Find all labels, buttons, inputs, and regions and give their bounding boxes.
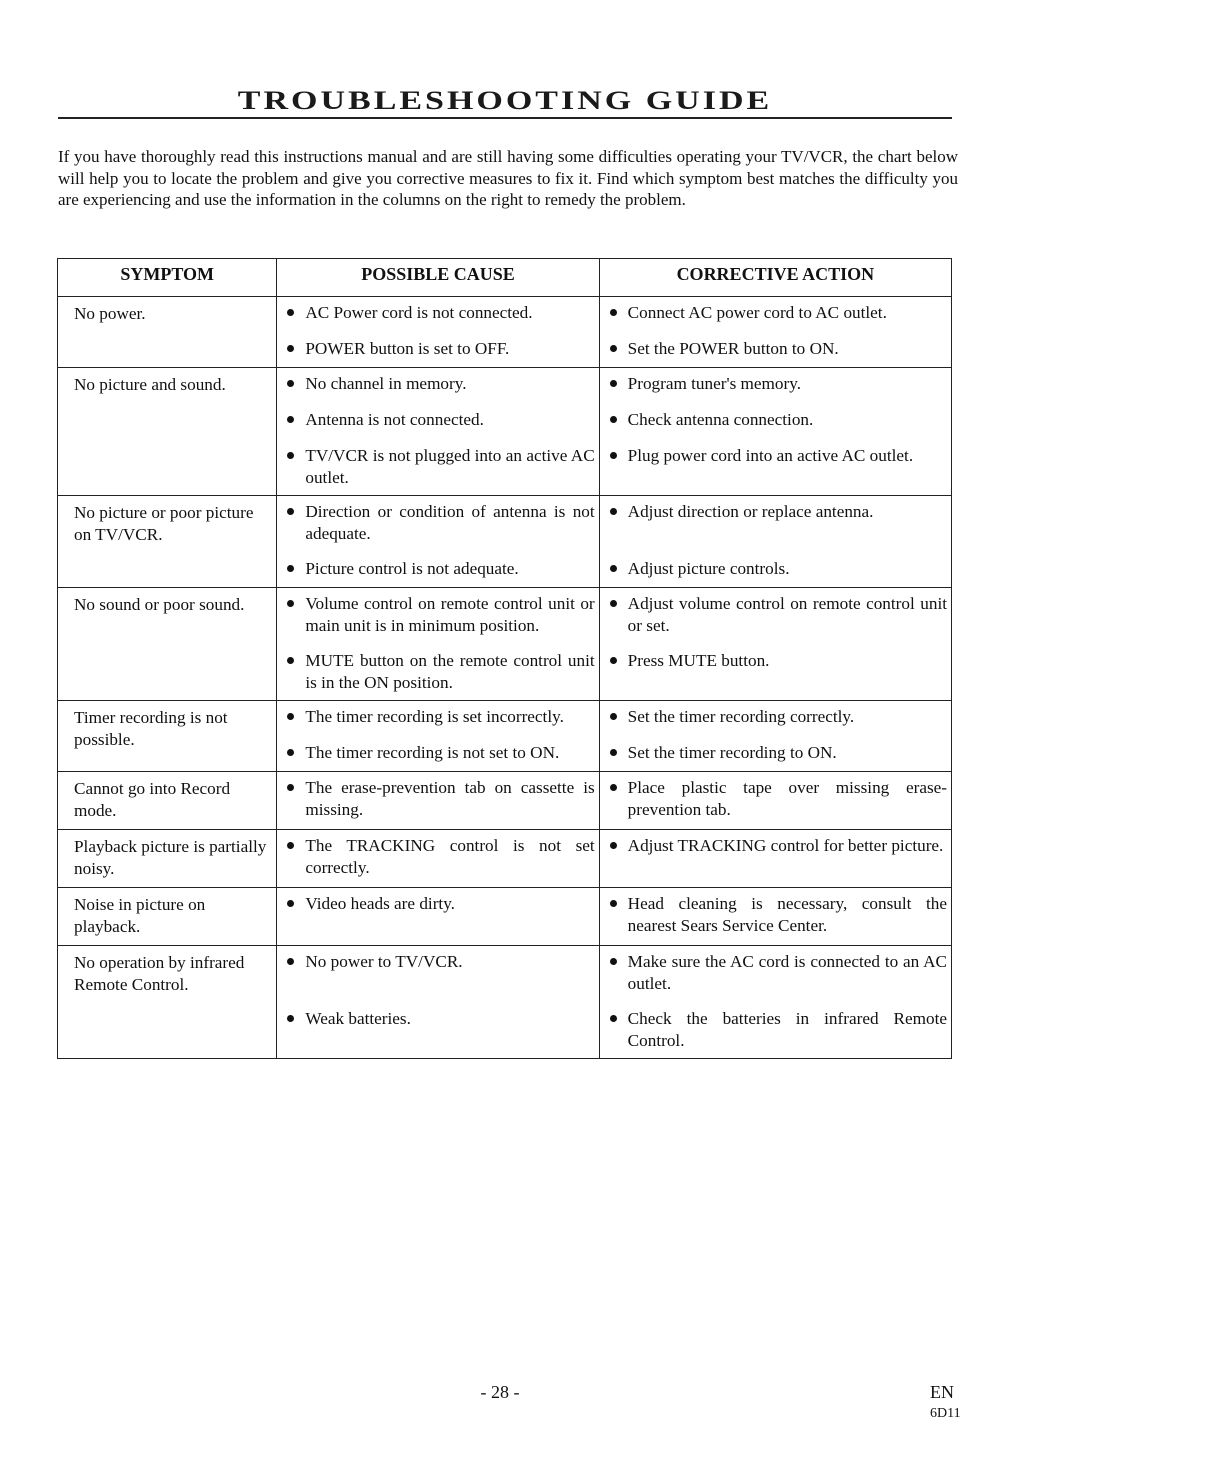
symptom-cell: Noise in picture on playback. [58,888,277,946]
action-item [606,951,947,994]
corrective-action-cell [599,701,951,772]
action-item [606,1008,947,1051]
bullet-icon [287,784,294,791]
bullet-icon [610,452,617,459]
header-corrective-action: CORRECTIVE ACTION [599,259,951,297]
intro-paragraph: If you have thoroughly read this instructions manual and are still having some difficulties operating your TV/VCR, the chart below will help you to locate the problem and give you corrective measures to fix it. Find which symptom best matches the difficulty you are experiencing and use the information in the columns on the right to remedy the problem. [58,147,958,209]
cause-item [283,777,594,820]
cause-text: The timer recording is not set to ON. [305,743,560,762]
action-text: Head cleaning is necessary, consult the nearest Sears Service Center. [627,894,947,935]
cause-item [283,501,594,544]
table-row [58,701,952,772]
cause-text: Volume control on remote control unit or main unit is in minimum position. [305,594,595,635]
cause-text: AC Power cord is not connected. [305,303,533,322]
cause-item [283,445,594,488]
bullet-icon [287,600,294,607]
bullet-icon [287,749,294,756]
possible-cause-cell [277,496,599,588]
cause-text: Picture control is not adequate. [305,559,519,578]
action-text: Adjust direction or replace antenna. [627,502,874,521]
bullet-icon [287,508,294,515]
corrective-action-cell [599,830,951,888]
bullet-icon [287,958,294,965]
table-row [58,496,952,588]
possible-cause-cell [277,830,599,888]
bullet-icon [287,900,294,907]
cause-item [283,593,594,636]
header-possible-cause: POSSIBLE CAUSE [277,259,599,297]
bullet-icon [610,749,617,756]
action-item [606,742,947,764]
possible-cause-cell [277,368,599,496]
symptom-cell: Playback picture is partially noisy. [58,830,277,888]
bullet-icon [287,452,294,459]
action-item [606,373,947,395]
bullet-icon [287,309,294,316]
symptom-cell: No picture and sound. [58,368,277,496]
bullet-icon [610,309,617,316]
cause-item [283,338,594,360]
possible-cause-cell [277,588,599,701]
bullet-icon [610,713,617,720]
symptom-cell: No sound or poor sound. [58,588,277,701]
cause-text: Video heads are dirty. [305,894,455,913]
corrective-action-cell [599,772,951,830]
action-item [606,338,947,360]
bullet-icon [610,1015,617,1022]
action-item [606,501,947,544]
possible-cause-cell [277,772,599,830]
action-item [606,893,947,936]
cause-item [283,558,594,580]
action-item [606,706,947,728]
cause-item [283,893,594,936]
cause-item [283,706,594,728]
action-text: Adjust picture controls. [627,559,790,578]
possible-cause-cell [277,701,599,772]
troubleshooting-table [57,258,952,1059]
bullet-icon [610,508,617,515]
cause-item [283,835,594,878]
action-text: Program tuner's memory. [627,374,802,393]
symptom-cell: No operation by infrared Remote Control. [58,946,277,1059]
action-text: Make sure the AC cord is connected to an AC outlet. [627,952,947,993]
cause-text: The timer recording is set incorrectly. [305,707,564,726]
action-item [606,593,947,636]
action-item [606,650,947,693]
header-symptom: SYMPTOM [58,259,277,297]
cause-item [283,951,594,994]
cause-text: POWER button is set to OFF. [305,339,510,358]
action-text: Place plastic tape over missing erase-prevention tab. [627,778,947,819]
cause-item [283,373,594,395]
bullet-icon [287,345,294,352]
corrective-action-cell [599,297,951,368]
bullet-icon [287,657,294,664]
action-item [606,445,947,488]
corrective-action-cell [599,946,951,1059]
cause-item [283,742,594,764]
bullet-icon [287,380,294,387]
action-item [606,302,947,324]
table-row [58,297,952,368]
action-text: Set the timer recording correctly. [627,707,855,726]
bullet-icon [287,565,294,572]
action-text: Plug power cord into an active AC outlet. [627,446,914,465]
table-row [58,588,952,701]
title-block [58,78,952,119]
table-body [58,297,952,1059]
title-underline [58,117,952,119]
action-item [606,777,947,820]
bullet-icon [610,842,617,849]
cause-item [283,409,594,431]
table-row [58,888,952,946]
bullet-icon [610,565,617,572]
cause-text: No power to TV/VCR. [305,952,463,971]
bullet-icon [610,657,617,664]
table-row [58,772,952,830]
bullet-icon [287,842,294,849]
language-code: EN [930,1382,954,1402]
action-text: Set the POWER button to ON. [627,339,839,358]
possible-cause-cell [277,297,599,368]
action-text: Adjust TRACKING control for better picture. [627,836,944,855]
action-text: Set the timer recording to ON. [627,743,837,762]
cause-text: Weak batteries. [305,1009,411,1028]
cause-item [283,302,594,324]
cause-text: The TRACKING control is not set correctly. [305,836,595,877]
cause-item [283,650,594,693]
bullet-icon [610,380,617,387]
symptom-cell: No picture or poor picture on TV/VCR. [58,496,277,588]
possible-cause-cell [277,888,599,946]
symptom-cell: Timer recording is not possible. [58,701,277,772]
bullet-icon [287,713,294,720]
cause-text: TV/VCR is not plugged into an active AC outlet. [305,446,595,487]
action-text: Check the batteries in infrared Remote Control. [627,1009,947,1050]
action-text: Press MUTE button. [627,651,770,670]
cause-text: The erase-prevention tab on cassette is missing. [305,778,595,819]
cause-text: Direction or condition of antenna is not adequate. [305,502,595,543]
symptom-cell: No power. [58,297,277,368]
table-header-row [58,259,952,297]
table-row [58,946,952,1059]
action-item [606,835,947,878]
bullet-icon [610,900,617,907]
action-item [606,409,947,431]
action-text: Check antenna connection. [627,410,814,429]
bullet-icon [610,958,617,965]
corrective-action-cell [599,888,951,946]
page-title: TROUBLESHOOTING GUIDE [237,86,773,116]
action-text: Connect AC power cord to AC outlet. [627,303,887,322]
action-text: Adjust volume control on remote control unit or set. [627,594,947,635]
cause-text: MUTE button on the remote control unit is in the ON position. [305,651,595,692]
table-row [58,368,952,496]
bullet-icon [287,1015,294,1022]
table-row [58,830,952,888]
corrective-action-cell [599,588,951,701]
page-number: - 28 - [480,1382,520,1402]
symptom-cell: Cannot go into Record mode. [58,772,277,830]
bullet-icon [610,416,617,423]
bullet-icon [610,784,617,791]
bullet-icon [610,600,617,607]
document-code: 6D11 [930,1406,961,1421]
cause-item [283,1008,594,1051]
cause-text: Antenna is not connected. [305,410,484,429]
action-item [606,558,947,580]
possible-cause-cell [277,946,599,1059]
bullet-icon [610,345,617,352]
bullet-icon [287,416,294,423]
corrective-action-cell [599,496,951,588]
cause-text: No channel in memory. [305,374,467,393]
corrective-action-cell [599,368,951,496]
